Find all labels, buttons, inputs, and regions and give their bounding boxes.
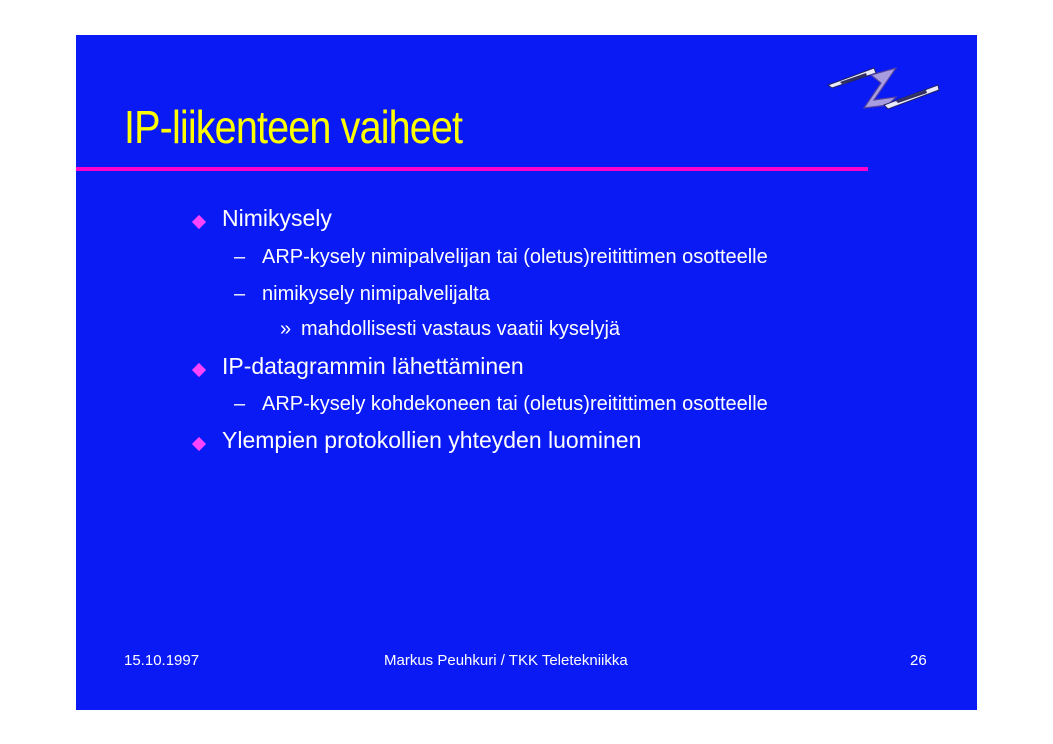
title-divider (76, 167, 868, 171)
sub-item: nimikysely nimipalvelijalta (262, 283, 490, 305)
bullet-marker (192, 215, 206, 229)
sub-item: ARP-kysely nimipalvelijan tai (oletus)reitittimen osotteelle (262, 246, 768, 268)
bullet-item: Ylempien protokollien yhteyden luominen (222, 427, 642, 453)
bullet-item: Nimikysely (222, 205, 332, 231)
dash-marker: – (234, 283, 246, 305)
footer-author: Markus Peuhkuri / TKK Teletekniikka (384, 652, 628, 669)
bullet-item: IP-datagrammin lähettäminen (222, 353, 524, 379)
tkk-lightning-logo-icon (826, 65, 941, 120)
dash-marker: – (234, 246, 246, 268)
slide-title: IP-liikenteen vaiheet (124, 101, 463, 153)
slide (76, 35, 977, 710)
footer-date: 15.10.1997 (124, 652, 200, 669)
sub-item: ARP-kysely kohdekoneen tai (oletus)reitittimen osotteelle (262, 393, 768, 415)
bullet-marker (192, 363, 206, 377)
raquo-marker: » (280, 318, 292, 340)
sub-sub-item: mahdollisesti vastaus vaatii kyselyjä (301, 318, 621, 340)
page-number: 26 (910, 652, 927, 669)
dash-marker: – (234, 393, 246, 415)
bullet-marker (192, 437, 206, 451)
